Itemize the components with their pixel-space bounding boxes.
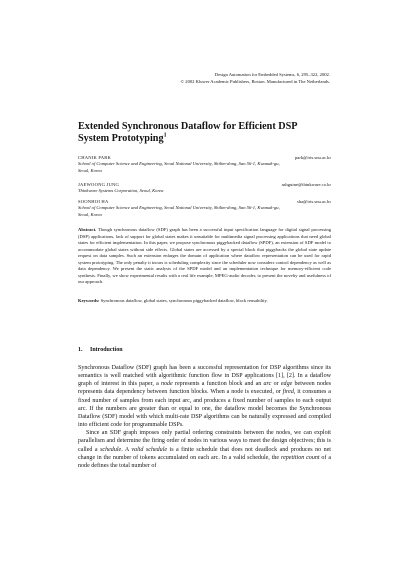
section-number: 1. [78, 347, 83, 353]
term-repetition-count: repetition count [280, 454, 320, 461]
author-email: sha@iris.snu.ac.kr [297, 199, 331, 204]
paragraph: Since an SDF graph imposes only partial ordering constraints between the nodes, we can exploit parallelism and determine the firing order of nodes in various ways to meet the design objectives; this is called a schedule. A valid schedule is a finite schedule that does not deadlock and produces no net change in the number of tokens accumulated on each arc. In a valid schedule, the repetition count of a node defines the total number of [78, 430, 332, 469]
author-affiliation: Seoul, Korea [78, 167, 102, 173]
journal-header [70, 72, 330, 86]
keywords [78, 298, 331, 305]
author-email: park@iris.snu.ac.kr [295, 155, 331, 160]
title-line-2: System Prototyping$^1$ [78, 133, 167, 145]
term-edge: edge [280, 381, 293, 388]
journal-citation: Design Automation for Embedded Systems, 6, 295–322, 2002. [214, 72, 330, 77]
copyright-line: © 2002 Kluwer Academic Publishers, Boston. Manufactured in The Netherlands. [180, 78, 330, 84]
term-fired: fired [282, 389, 294, 396]
author-name: CHANIK PARK [78, 155, 112, 160]
term-node: node [160, 381, 173, 388]
term-schedule: schedule [100, 446, 122, 453]
author-name: JAEWOONG JUNG [78, 182, 120, 187]
term-arc: arc [263, 381, 272, 388]
keywords-label: Keywords: [78, 298, 100, 303]
title-line-1: Extended Synchronous Dataflow for Efficient DSP [78, 121, 298, 132]
keywords-text: Synchronous dataflow, global states, synchronous piggybacked dataflow, block reusability. [100, 298, 268, 303]
author-affiliation: Seoul, Korea [78, 211, 102, 217]
term-valid-schedule: valid schedule [131, 446, 168, 453]
author-email: ashguine@thinkware.co.kr [281, 182, 331, 187]
paper-title [78, 121, 338, 146]
body-text [78, 364, 331, 470]
abstract-label: Abstract. [78, 227, 97, 232]
author-block [78, 199, 331, 218]
author-name: SOONHOI HA [78, 199, 109, 204]
paragraph: Synchronous Dataflow (SDF) graph has been a successful representation for DSP algorithms since its semantics is well matched with algorithmic function flow in DSP applications [1], [2]. In a dataflow graph of interest in this paper, a node represents a function block and an arc or edge between nodes represents data dependency between function blocks. When a node is executed, or fired, it consumes a fixed number of samples from each input arc, and produces a fixed number of samples to each output arc. If the numbers are greater than or equal to one, the dataflow model becomes the Synchronous Dataflow (SDF) model with which multi-rate DSP algorithms can be naturally expressed and compiled into efficient code for programmable DSPs. [78, 365, 331, 429]
author-affiliation: School of Computer Science and Engineering, Seoul National University, Shilim-dong, San 56-1, Kwanak-gu, [78, 161, 280, 167]
title-footnote-mark: 1 [163, 133, 167, 140]
author-affiliation: School of Computer Science and Engineering, Seoul National University, Shilim-dong, San 56-1, Kwanak-gu, [78, 205, 280, 211]
author-block [78, 182, 331, 195]
author-block [78, 155, 331, 174]
abstract-text: Though synchronous dataflow (SDF) graph has been a successful input specification language for digital signal processing (DSP) applications, lack of support for global states makes it unsuitable for multimedia signal processing applications that need global states for efficient implementation. In this paper, we propose synchronous piggybacked dataflow (SPDF), an extension of SDF model to accommodate global states without side effects. Global states are accessed by a special block that piggybacks the global state update request on data samples. Such an extension enlarges the domain of application where dataflow representation can be used for rapid system prototyping. The only penalty it incurs is scheduling complexity since the scheduler now considers control dependency as well as data dependency. We present the static analysis of the SPDF model and an implementation technique for memory-efficient code synthesis. Finally, we show experimental results with a real life example, MPEG-audio decoder, to present the novelty and usefulness of our approach. [78, 227, 331, 284]
section-heading [78, 347, 123, 353]
section-title: Introduction [90, 347, 123, 353]
abstract [78, 227, 331, 286]
author-affiliation: Thinkware Systems Corporation, Seoul, Korea [78, 188, 164, 194]
